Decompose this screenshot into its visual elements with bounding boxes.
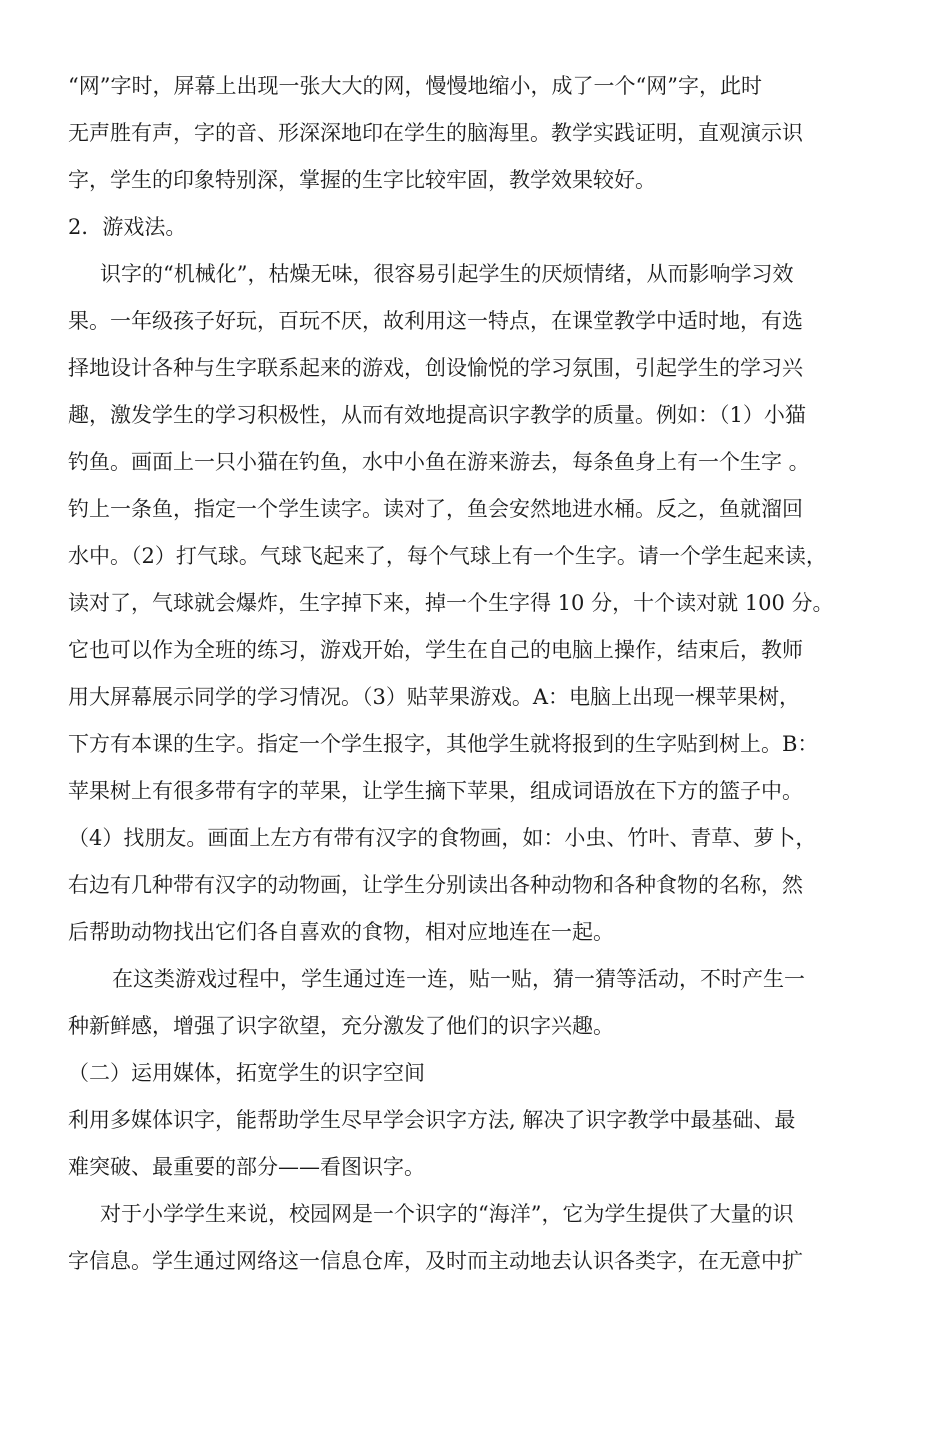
text-line: 在这类游戏过程中，学生通过连一连，贴一贴，猜一猜等活动，不时产生一 bbox=[112, 967, 805, 991]
text-line: 难突破、最重要的部分——看图识字。 bbox=[68, 1155, 425, 1179]
text-line: 字，学生的印象特别深，掌握的生字比较牢固，教学效果较好。 bbox=[68, 168, 656, 192]
text-line: 字信息。学生通过网络这一信息仓库，及时而主动地去认识各类字，在无意中扩 bbox=[68, 1249, 803, 1273]
section-heading: 2．游戏法。 bbox=[68, 215, 187, 239]
text-line: 趣，激发学生的学习积极性，从而有效地提高识字教学的质量。例如：（1）小猫 bbox=[68, 403, 806, 427]
text-line: 种新鲜感，增强了识字欲望，充分激发了他们的识字兴趣。 bbox=[68, 1014, 614, 1038]
text-line: 右边有几种带有汉字的动物画，让学生分别读出各种动物和各种食物的名称，然 bbox=[68, 873, 803, 897]
section-heading: （二）运用媒体，拓宽学生的识字空间 bbox=[68, 1061, 425, 1085]
text-line: “网”字时，屏幕上出现一张大大的网，慢慢地缩小，成了一个“网”字，此时 bbox=[68, 74, 762, 98]
text-line: （4）找朋友。画面上左方有带有汉字的食物画，如：小虫、竹叶、青草、萝卜， bbox=[68, 826, 817, 850]
text-line: 无声胜有声，字的音、形深深地印在学生的脑海里。教学实践证明，直观演示识 bbox=[68, 121, 803, 145]
text-line: 择地设计各种与生字联系起来的游戏，创设愉悦的学习氛围，引起学生的学习兴 bbox=[68, 356, 803, 380]
text-line: 用大屏幕展示同学的学习情况。（3）贴苹果游戏。A：电脑上出现一棵苹果树， bbox=[68, 685, 801, 709]
text-line: 钓鱼。画面上一只小猫在钓鱼，水中小鱼在游来游去，每条鱼身上有一个生字 。 bbox=[68, 450, 810, 474]
text-line: 苹果树上有很多带有字的苹果，让学生摘下苹果，组成词语放在下方的篮子中。 bbox=[68, 779, 803, 803]
text-line: 钓上一条鱼，指定一个学生读字。读对了，鱼会安然地进水桶。反之，鱼就溜回 bbox=[68, 497, 803, 521]
text-line: 后帮助动物找出它们各自喜欢的食物，相对应地连在一起。 bbox=[68, 920, 614, 944]
text-line: 识字的“机械化”，枯燥无味，很容易引起学生的厌烦情绪，从而影响学习效 bbox=[100, 262, 794, 286]
text-line: 水中。（2）打气球。气球飞起来了，每个气球上有一个生字。请一个学生起来读， bbox=[68, 544, 827, 568]
text-line: 下方有本课的生字。指定一个学生报字，其他学生就将报到的生字贴到树上。B： bbox=[68, 732, 819, 756]
text-line: 利用多媒体识字，能帮助学生尽早学会识字方法, 解决了识字教学中最基础、最 bbox=[68, 1108, 796, 1132]
text-line: 它也可以作为全班的练习，游戏开始，学生在自己的电脑上操作，结束后，教师 bbox=[68, 638, 803, 662]
text-line: 果。一年级孩子好玩，百玩不厌，故利用这一特点，在课堂教学中适时地，有选 bbox=[68, 309, 803, 333]
text-line: 读对了，气球就会爆炸，生字掉下来，掉一个生字得 10 分，十个读对就 100 分。 bbox=[68, 591, 834, 615]
text-line: 对于小学学生来说，校园网是一个识字的“海洋”，它为学生提供了大量的识 bbox=[100, 1202, 794, 1226]
